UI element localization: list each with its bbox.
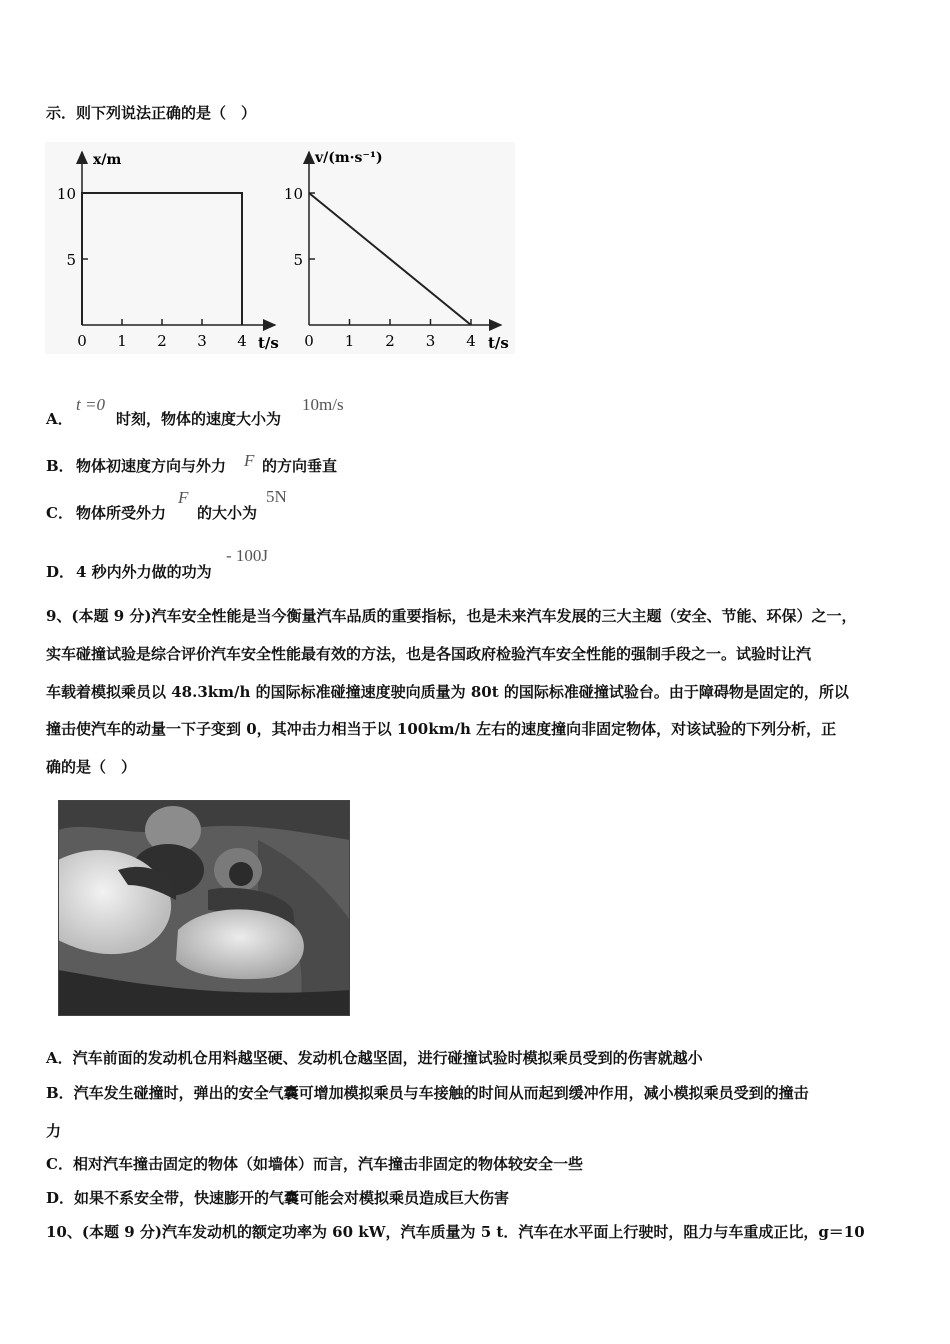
question-9-option-b-line-2: 力 bbox=[46, 1122, 62, 1140]
left-x-tick-label-3: 3 bbox=[197, 332, 207, 350]
motion-graphs-figure bbox=[45, 142, 515, 354]
option-a-label: A． bbox=[46, 410, 73, 428]
right-y-label: v/(m·s⁻¹) bbox=[315, 150, 383, 166]
option-c-text-2: 的大小为 bbox=[197, 504, 258, 522]
question-9-option-c: C．相对汽车撞击固定的物体（如墙体）而言，汽车撞击非固定的物体较安全一些 bbox=[46, 1155, 583, 1173]
question-9-line-1: 9、(本题 9 分)汽车安全性能是当今衡量汽车品质的重要指标，也是未来汽车发展的三大主题（安全、节能、环保）之一， bbox=[46, 607, 857, 625]
option-c-formula-f: F bbox=[178, 488, 189, 507]
right-x-label: t/s bbox=[488, 334, 509, 352]
question-9-option-d: D．如果不系安全带，快速膨开的气囊可能会对模拟乘员造成巨大伤害 bbox=[46, 1189, 510, 1207]
question-9-line-5: 确的是（ ） bbox=[46, 758, 137, 776]
option-b-label: B． bbox=[46, 457, 74, 475]
option-d-text: 4 秒内外力做的功为 bbox=[76, 563, 212, 581]
option-c-text-1: 物体所受外力 bbox=[76, 504, 167, 522]
left-x-label: t/s bbox=[258, 334, 279, 352]
question-intro: 示．则下列说法正确的是（ ） bbox=[46, 104, 257, 122]
right-x-tick-label-2: 2 bbox=[385, 332, 395, 350]
question-9-line-3: 车载着模拟乘员以 48.3km/h 的国际标准碰撞速度驶向质量为 80t 的国际标准碰撞试验台。由于障碍物是固定的，所以 bbox=[46, 683, 849, 701]
crash-test-photo-svg bbox=[58, 800, 350, 1016]
right-y-tick-label-10: 10 bbox=[283, 185, 303, 203]
right-y-tick-label-5: 5 bbox=[293, 251, 303, 269]
option-b-formula-f: F bbox=[244, 451, 255, 470]
left-y-tick-label-10: 10 bbox=[56, 185, 76, 203]
motion-graphs-svg bbox=[45, 142, 515, 354]
left-x-tick-label-1: 1 bbox=[117, 332, 127, 350]
question-10-line-1: 10、(本题 9 分)汽车发动机的额定功率为 60 kW，汽车质量为 5 t．汽车在水平面上行驶时，阻力与车重成正比，g＝10 bbox=[46, 1223, 865, 1241]
option-c-label: C． bbox=[46, 504, 73, 522]
left-y-label: x/m bbox=[93, 152, 122, 168]
option-a-formula-speed: 10m/s bbox=[302, 395, 344, 414]
question-9-option-b-line-1: B．汽车发生碰撞时，弹出的安全气囊可增加模拟乘员与车接触的时间从而起到缓冲作用，减小模拟乘员受到的撞击 bbox=[46, 1084, 809, 1102]
left-x-tick-label-0: 0 bbox=[77, 332, 87, 350]
option-b-text-2: 的方向垂直 bbox=[262, 457, 338, 475]
option-a-formula-t0: t =0 bbox=[76, 395, 105, 414]
question-9-option-a: A．汽车前面的发动机仓用料越坚硬、发动机仓越坚固，进行碰撞试验时模拟乘员受到的伤害就越小 bbox=[46, 1049, 703, 1067]
right-x-tick-label-4: 4 bbox=[466, 332, 476, 350]
left-x-tick-label-4: 4 bbox=[237, 332, 247, 350]
right-x-tick-label-1: 1 bbox=[344, 332, 355, 350]
left-x-tick-label-2: 2 bbox=[157, 332, 167, 350]
option-c-formula-force: 5N bbox=[266, 487, 287, 506]
option-d-formula-work: - 100J bbox=[226, 546, 269, 565]
option-a-text: 时刻，物体的速度大小为 bbox=[116, 410, 282, 428]
left-series-line bbox=[82, 193, 242, 325]
crash-test-photo bbox=[58, 800, 350, 1016]
right-x-tick-label-3: 3 bbox=[425, 332, 436, 350]
right-series-line bbox=[309, 193, 471, 325]
right-x-tick-label-0: 0 bbox=[304, 332, 314, 350]
option-d-label: D． bbox=[46, 563, 75, 581]
question-9-line-2: 实车碰撞试验是综合评价汽车安全性能最有效的方法，也是各国政府检验汽车安全性能的强制手段之一。试验时让汽 bbox=[46, 645, 812, 663]
left-y-tick-label-5: 5 bbox=[66, 251, 76, 269]
option-b-text-1: 物体初速度方向与外力 bbox=[76, 457, 227, 475]
question-9-line-4: 撞击使汽车的动量一下子变到 0，其冲击力相当于以 100km/h 左右的速度撞向非固定物体，对该试验的下列分析，正 bbox=[46, 720, 837, 738]
